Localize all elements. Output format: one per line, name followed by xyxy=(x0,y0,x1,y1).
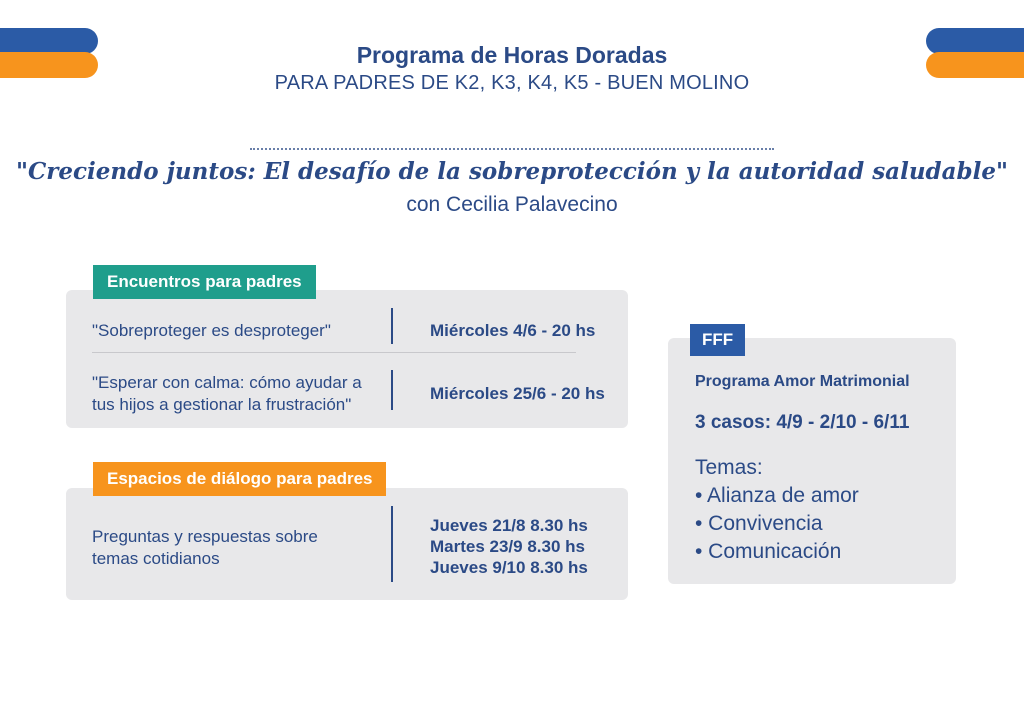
talk-title: "Creciendo juntos: El desafío de la sobreprotección y la autoridad saludable" xyxy=(16,158,1008,185)
encuentro-topic-1: "Sobreproteger es desproteger" xyxy=(92,321,331,340)
talk-speaker: con Cecilia Palavecino xyxy=(406,193,618,216)
encuentro-divider-1 xyxy=(391,308,393,344)
espacios-date-1: Jueves 21/8 8.30 hs xyxy=(430,516,588,535)
encuentro-divider-2 xyxy=(391,370,393,410)
page-subtitle: PARA PADRES DE K2, K3, K4, K5 - BUEN MOLINO xyxy=(274,72,750,94)
espacios-topic-line1: Preguntas y respuestas sobre xyxy=(92,527,318,546)
espacios-divider xyxy=(391,506,393,582)
espacios-date-3: Jueves 9/10 8.30 hs xyxy=(430,558,588,577)
page-title: Programa de Horas Doradas xyxy=(356,42,668,68)
encuentro-topic-2-line2: tus hijos a gestionar la frustración" xyxy=(92,395,352,414)
espacios-date-2: Martes 23/9 8.30 hs xyxy=(430,537,585,556)
dotted-divider xyxy=(250,148,774,150)
fff-tema-1: • Alianza de amor xyxy=(695,484,859,507)
fff-program: Programa Amor Matrimonial xyxy=(695,373,910,390)
fff-cases: 3 casos: 4/9 - 2/10 - 6/11 xyxy=(695,412,910,433)
encuentro-separator xyxy=(92,352,576,353)
encuentro-topic-2-line1: "Esperar con calma: cómo ayudar a xyxy=(92,373,362,392)
fff-tag: FFF xyxy=(690,324,745,356)
encuentro-date-2: Miércoles 25/6 - 20 hs xyxy=(430,384,605,403)
espacios-tag: Espacios de diálogo para padres xyxy=(93,462,386,496)
espacios-topic-line2: temas cotidianos xyxy=(92,549,220,568)
fff-tema-2: • Convivencia xyxy=(695,512,823,535)
fff-temas-label: Temas: xyxy=(695,456,763,479)
encuentro-date-1: Miércoles 4/6 - 20 hs xyxy=(430,321,596,340)
encuentros-tag: Encuentros para padres xyxy=(93,265,316,299)
fff-tema-3: • Comunicación xyxy=(695,540,842,563)
